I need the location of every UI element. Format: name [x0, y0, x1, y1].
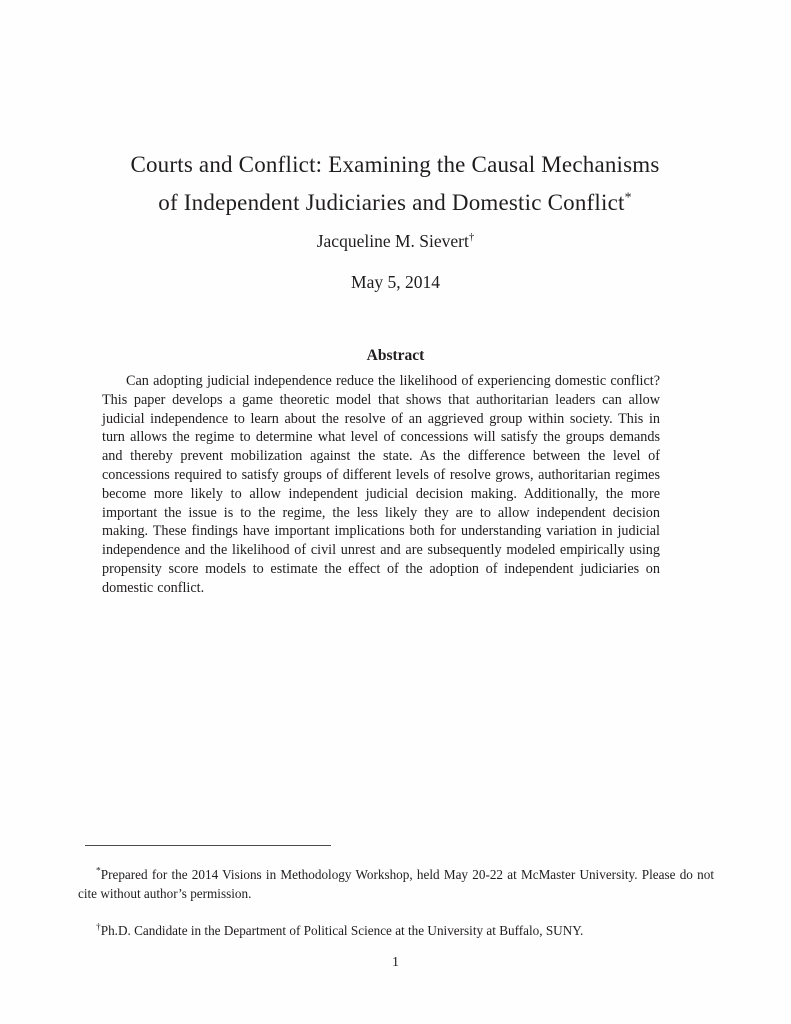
paper-date: May 5, 2014 [351, 272, 440, 292]
author-name: Jacqueline M. Sievert [316, 231, 469, 251]
footnote-rule [85, 845, 331, 846]
footnote-thanks-text: Prepared for the 2014 Visions in Methodology Workshop, held May 20-22 at McMaster University. Please do not cite without author’s permission. [78, 867, 714, 901]
author-line [0, 231, 791, 252]
footnote-affiliation-text: Ph.D. Candidate in the Department of Political Science at the University at Buffalo, SUNY. [100, 923, 584, 938]
paper-title [45, 146, 745, 222]
author-footnote-marker: † [468, 231, 475, 244]
abstract-body: Can adopting judicial independence reduce the likelihood of experiencing domestic conflict? This paper develops a game theoretic model that shows that authoritarian leaders can allow judicial independence to learn about the resolve of an aggrieved group within society. This in turn allows the regime to determine what level of concessions will satisfy the groups demands and thereby prevent mobilization against the state. As the difference between the level of concessions required to satisfy groups of different levels of resolve grows, authoritarian regimes become more likely to allow independent judicial decision making. Additionally, the more important the issue is to the regime, the less likely they are to allow independent decision making. These findings have important implications both for understanding variation in judicial independence and the likelihood of civil unrest and are subsequently modeled empirically using propensity score models to estimate the effect of the adoption of independent judiciaries on domestic conflict. [102, 373, 660, 596]
footnote-thanks [78, 866, 714, 903]
paper-title-line2: of Independent Judiciaries and Domestic Conflict [158, 190, 625, 215]
paper-title-line1: Courts and Conflict: Examining the Causal Mechanisms [130, 152, 660, 177]
footnote-affiliation [78, 922, 714, 941]
footnote-thanks-marker: * [96, 866, 101, 877]
page-number: 1 [392, 955, 399, 970]
footnote-affiliation-marker: † [96, 922, 101, 933]
abstract-heading: Abstract [366, 347, 425, 364]
title-footnote-marker: * [624, 189, 632, 205]
